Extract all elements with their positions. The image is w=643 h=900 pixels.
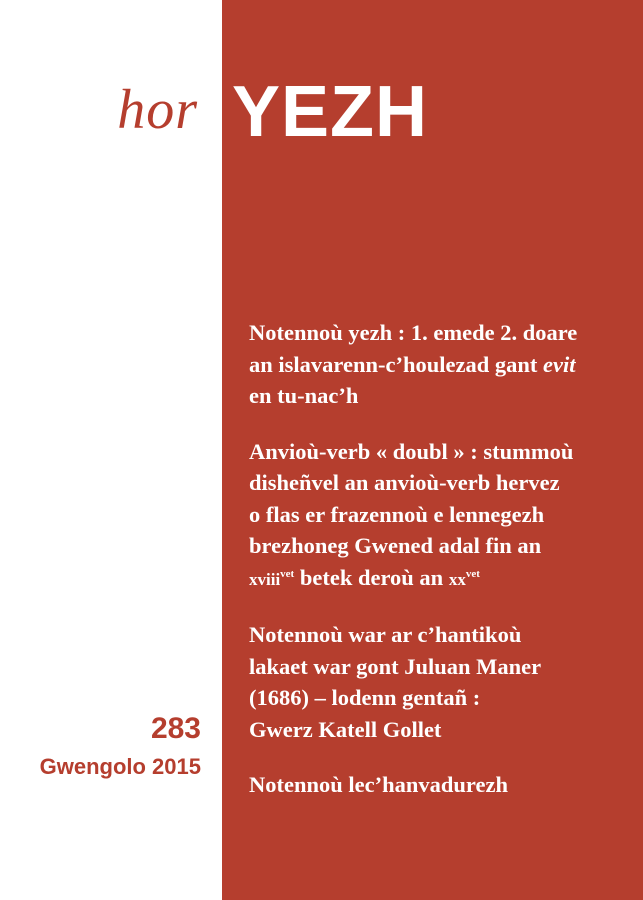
contents-entry-3 [249,619,639,745]
contents-entry-3-line-3: (1686) – lodenn gentañ : [249,685,481,710]
table-of-contents [249,317,639,825]
contents-entry-2-line-5 [249,562,639,596]
contents-entry-1-line-1: Notennoù yezh : 1. emede 2. doare [249,320,578,345]
contents-entry-2 [249,436,639,596]
masthead-yezh: YEZH [232,72,429,152]
contents-entry-3-line-4: Gwerz Katell Gollet [249,716,442,742]
contents-entry-2-line-3: o flas er frazennoù e lennegezh [249,501,545,527]
masthead-hor: hor [117,79,198,141]
century-xviii: xviii [249,569,281,589]
contents-entry-1-italic-word: evit [542,351,576,377]
contents-entry-3-line-1: Notennoù war ar c’hantikoù [249,622,522,647]
contents-entry-2-line-5-text: betek deroù an [294,564,449,590]
contents-entry-1-line-2 [249,349,639,381]
contents-entry-2-line-2: disheñvel an anvioù-verb hervez [249,470,560,495]
century-xviii-suffix: vet [280,567,295,580]
century-xx: xx [448,569,466,589]
contents-entry-1 [249,317,639,412]
right-panel [222,0,643,900]
contents-entry-1-line-2-text: an islavarenn-c’houlezad gant [249,351,543,377]
contents-entry-2-line-1: Anvioù-verb « doubl » : stummoù [249,438,574,464]
contents-entry-1-line-3: en tu-nac’h [249,383,359,408]
issue-number: 283 [150,712,201,745]
century-xx-suffix: vet [465,567,480,580]
contents-entry-4 [249,769,639,801]
contents-entry-3-line-2: lakaet war gont Juluan Maner [249,653,542,679]
left-panel [0,0,222,900]
contents-entry-2-line-4: brezhoneg Gwened adal fin an [249,533,542,558]
contents-entry-4-line-1: Notennoù lec’hanvadurezh [249,772,508,797]
issue-date: Gwengolo 2015 [39,754,201,779]
